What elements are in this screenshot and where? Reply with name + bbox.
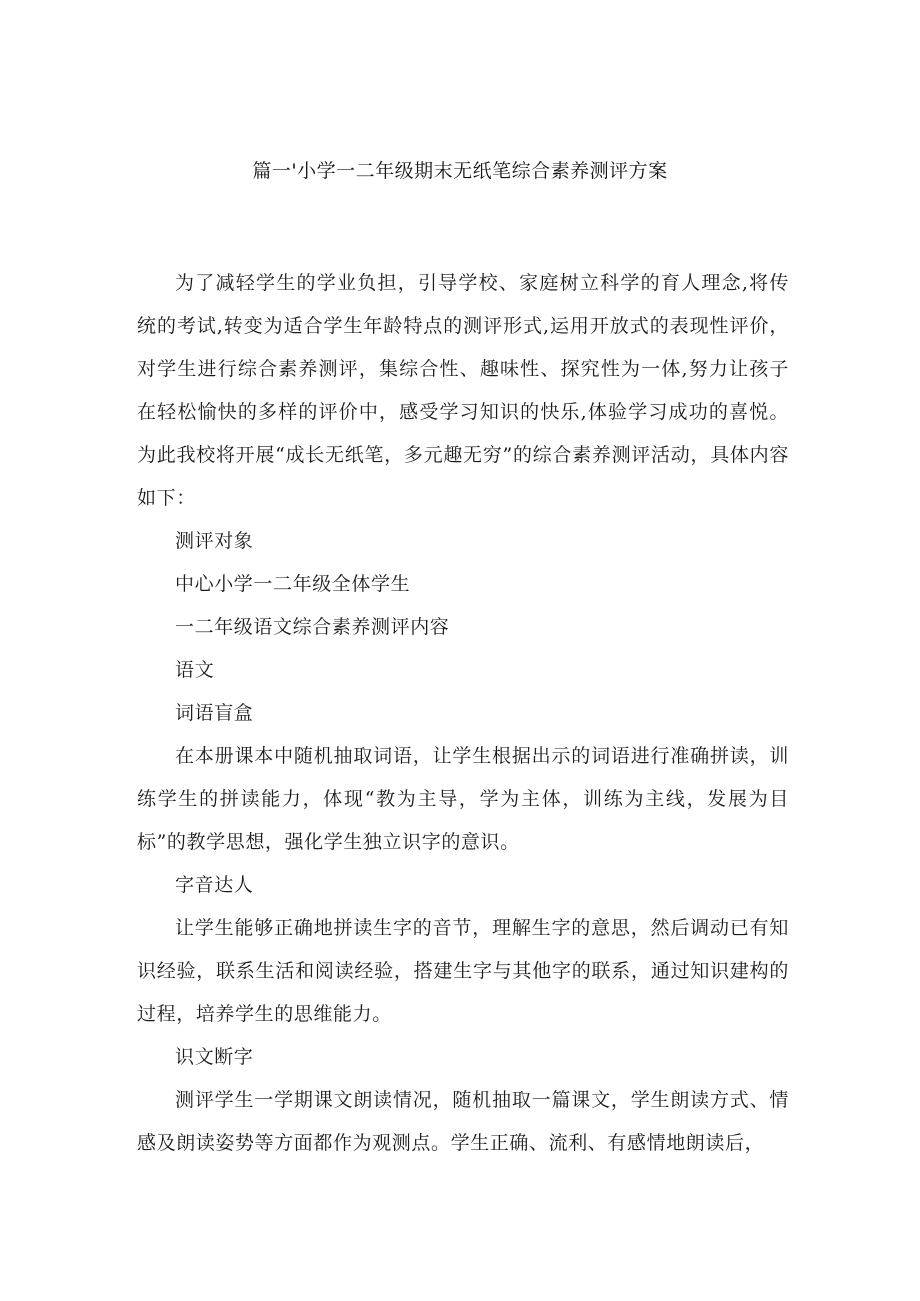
word-blindbox-paragraph: 在本册课本中随机抽取词语，让学生根据出示的词语进行准确拼读，训练学生的拼读能力，体现“教为主导，学为主体，训练为主线，发展为目标”的教学思想，强化学生独立识字的意识。 bbox=[137, 745, 789, 853]
target-audience-line: 中心小学一二年级全体学生 bbox=[175, 573, 411, 595]
subject-heading-chinese: 语文 bbox=[175, 659, 215, 681]
document-title: 篇一'小学一二年级期末无纸笔综合素养测评方案 bbox=[252, 160, 668, 182]
item-heading-reading: 识文断字 bbox=[175, 1046, 254, 1068]
intro-paragraph: 为了减轻学生的学业负担，引导学校、家庭树立科学的育人理念,将传统的考试,转变为适合学生年龄特点的测评形式,运用开放式的表现性评价，对学生进行综合素养测评，集综合性、趣味性、探究性为一体,努力让孩子在轻松愉快的多样的评价中，感受学习知识的快乐,体验学习成功的喜悦。为此我校将开展“成长无纸笔，多元趣无穷”的综合素养测评活动，具体内容如下： bbox=[137, 272, 789, 509]
section-heading-target: 测评对象 bbox=[175, 530, 254, 552]
item-heading-word-blindbox: 词语盲盒 bbox=[175, 702, 254, 724]
section-heading-content: 一二年级语文综合素养测评内容 bbox=[175, 616, 450, 638]
item-heading-pronunciation: 字音达人 bbox=[175, 874, 254, 896]
reading-paragraph: 测评学生一学期课文朗读情况，随机抽取一篇课文，学生朗读方式、情感及朗读姿势等方面都作为观测点。学生正确、流利、有感情地朗读后， bbox=[137, 1089, 789, 1154]
pronunciation-paragraph: 让学生能够正确地拼读生字的音节，理解生字的意思，然后调动已有知识经验，联系生活和阅读经验，搭建生字与其他字的联系，通过知识建构的过程，培养学生的思维能力。 bbox=[137, 917, 789, 1025]
document-body bbox=[137, 262, 789, 1165]
